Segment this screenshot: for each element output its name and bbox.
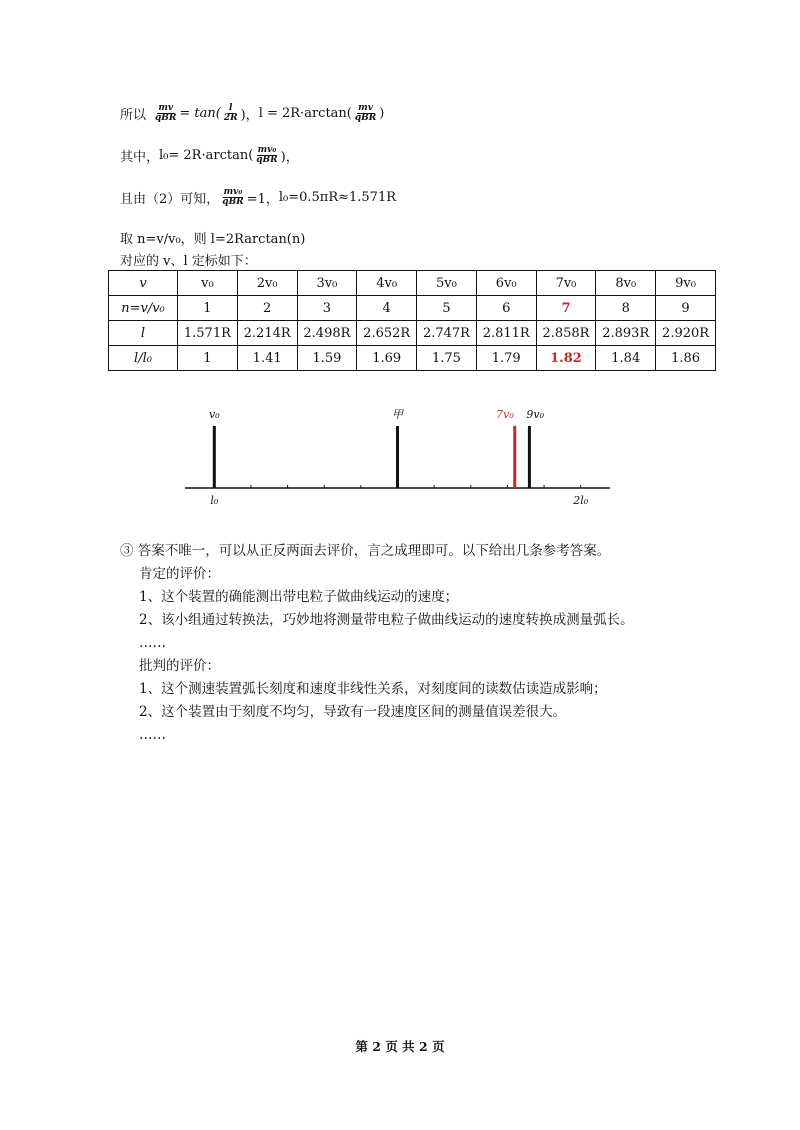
negative-title: 批判的评价：: [139, 658, 220, 674]
fraction-mv-qbr: $\frac{mv}{\text{qBR}}$: [155, 103, 177, 124]
table-cell: 1.84: [596, 346, 656, 371]
table-cell: 1.59: [297, 346, 357, 371]
table-cell: 5: [417, 296, 477, 321]
table-cell: 5v₀: [417, 271, 477, 296]
answer-intro: ③ 答案不唯一，可以从正反两面去评价，言之成理即可。以下给出几条参考答案。: [120, 543, 611, 559]
line3-prefix: 且由（2）可知，: [120, 192, 220, 208]
line2-end: )，: [280, 150, 299, 166]
table-cell: 1: [178, 296, 238, 321]
table-cell: 9: [656, 296, 716, 321]
table-row-header: l/l₀: [109, 346, 178, 371]
l-arctan-eq: l = 2R·arctan(: [258, 106, 352, 122]
table-intro: 对应的 v、l 定标如下：: [120, 254, 257, 269]
positive-title: 肯定的评价：: [139, 566, 220, 582]
table-cell: 2.747R: [417, 321, 477, 346]
scale-marker-label: 9v₀: [526, 408, 545, 421]
table-cell: 9v₀: [656, 271, 716, 296]
table-cell: 1.571R: [178, 321, 238, 346]
page-footer: 第 2 页 共 2 页: [355, 1039, 445, 1054]
table-cell: 7: [536, 296, 596, 321]
table-row-header: v: [109, 271, 178, 296]
table-row: [109, 271, 716, 296]
table-cell: 1.79: [476, 346, 536, 371]
table-cell: 8: [596, 296, 656, 321]
formula-line-4: 取 n=v/v₀，则 l=2Rarctan(n): [120, 232, 306, 247]
table-cell: 1.75: [417, 346, 477, 371]
table-cell: 8v₀: [596, 271, 656, 296]
table-cell: 2: [237, 296, 297, 321]
table-cell: 1: [178, 346, 238, 371]
table-cell: 1.82: [536, 346, 596, 371]
positive-point-1: 1、这个装置的确能测出带电粒子做曲线运动的速度；: [139, 589, 459, 605]
ellipsis-2: ……: [139, 727, 166, 743]
table-row: [109, 296, 716, 321]
table-cell: 6: [476, 296, 536, 321]
table-row: [109, 346, 716, 371]
table-cell: 3: [297, 296, 357, 321]
negative-point-2: 2、这个装置由于刻度不均匀，导致有一段速度区间的测量值误差很大。: [139, 704, 567, 720]
table-cell: 2.858R: [536, 321, 596, 346]
table-row: [109, 321, 716, 346]
table-cell: 3v₀: [297, 271, 357, 296]
calibration-table: [108, 270, 716, 371]
table-cell: 1.86: [656, 346, 716, 371]
table-cell: 6v₀: [476, 271, 536, 296]
table-cell: 1.41: [237, 346, 297, 371]
fraction-mv-qbr-2: $\frac{mv}{\text{qBR}}$: [354, 103, 377, 124]
scale-marker-label: 7v₀: [496, 408, 514, 421]
table-row-header: l: [109, 321, 178, 346]
scale-axis-label: 2l₀: [573, 494, 589, 507]
formula-line-1: [120, 104, 384, 124]
fraction-mv0-qbr-2: $\frac{\text{mv₀}}{\text{qBR}}$: [222, 187, 244, 208]
fraction-mv0-qbr: $\frac{\text{mv₀}}{\text{qBR}}$: [256, 145, 278, 166]
table-cell: 2.811R: [476, 321, 536, 346]
line2-prefix: 其中，: [120, 150, 160, 166]
formula-line-3: [120, 188, 396, 208]
table-cell: 4v₀: [357, 271, 417, 296]
negative-point-1: 1、这个测速装置弧长刻度和速度非线性关系，对刻度间的读数估读造成影响；: [139, 681, 607, 697]
positive-point-2: 2、该小组通过转换法，巧妙地将测量带电粒子做曲线运动的速度转换成测量弧长。: [139, 612, 634, 628]
formula-line-2: [120, 146, 299, 166]
scale-marker-label: v₀: [208, 408, 220, 421]
velocity-scale-diagram: [180, 400, 620, 515]
line3-eq: =1，: [246, 192, 279, 208]
fraction-l-2r: $\frac{l}{2R}$: [223, 103, 238, 124]
table-cell: 2.920R: [656, 321, 716, 346]
table-cell: 4: [357, 296, 417, 321]
calibration-table-body: [109, 271, 716, 371]
table-cell: 2.214R: [237, 321, 297, 346]
table-cell: 2.652R: [357, 321, 417, 346]
table-cell: 2.498R: [297, 321, 357, 346]
line1-end: ): [379, 106, 385, 122]
ellipsis-1: ……: [139, 635, 166, 651]
table-cell: 7v₀: [536, 271, 596, 296]
line1-mid: )，: [240, 108, 259, 124]
table-cell: v₀: [178, 271, 238, 296]
table-row-header: n=v/v₀: [109, 296, 178, 321]
tan-eq: = tan(: [179, 106, 221, 122]
line1-prefix: 所以: [120, 108, 147, 124]
l0-arctan-eq: l₀= 2R·arctan(: [159, 148, 254, 164]
table-cell: 1.69: [357, 346, 417, 371]
l0-value: l₀=0.5πR≈1.571R: [278, 190, 397, 206]
scale-axis-label: l₀: [210, 494, 219, 507]
scale-marker-label: 甲: [392, 408, 403, 421]
table-cell: 2.893R: [596, 321, 656, 346]
table-cell: 2v₀: [237, 271, 297, 296]
